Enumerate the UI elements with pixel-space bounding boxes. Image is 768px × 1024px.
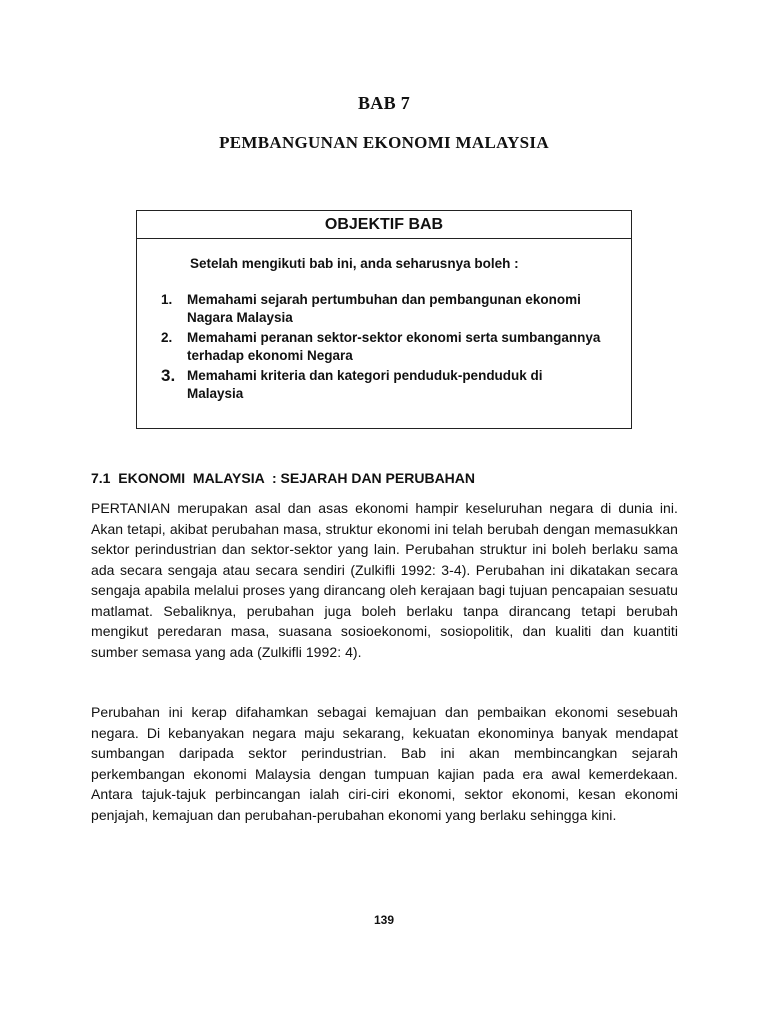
objective-item [161,291,601,327]
objective-number: 1. [161,292,173,307]
objective-item [161,367,601,403]
objectives-intro: Setelah mengikuti bab ini, anda seharusnya boleh : [190,256,519,271]
section-heading: 7.1 EKONOMI MALAYSIA : SEJARAH DAN PERUBAHAN [91,470,476,486]
chapter-title: PEMBANGUNAN EKONOMI MALAYSIA [219,133,549,152]
objectives-box [136,210,632,429]
objective-number: 3. [161,366,176,385]
body-paragraph: Perubahan ini kerap difahamkan sebagai kemajuan dan pembaikan ekonomi sesebuah negara. Di kebanyakan negara maju sekarang, kekuatan ekonominya banyak mendapat sumbangan daripada sektor perindustrian. Bab ini akan membincangkan sejarah perkembangan ekonomi Malaysia dengan tumpuan kajian pada era awal kemerdekaan. Antara tajuk-tajuk perbincangan ialah ciri-ciri ekonomi, sektor ekonomi, kesan ekonomi penjajah, kemajuan dan perubahan-perubahan ekonomi yang berlaku sehingga kini. [91,704,678,823]
objective-text: Memahami peranan sektor-sektor ekonomi serta sumbangannya terhadap ekonomi Negara [187,330,601,363]
objective-item [161,329,601,365]
page-number: 139 [373,913,395,927]
chapter-number: BAB 7 [357,93,410,113]
body-paragraph: PERTANIAN merupakan asal dan asas ekonomi hampir keseluruhan negara di dunia ini. Akan tetapi, akibat perubahan masa, struktur ekonomi ini telah berubah dengan memasukkan sektor perindustrian dan sektor-sektor yang lain. Perubahan struktur ini boleh berlaku sama ada secara sengaja atau secara sendiri (Zulkifli 1992: 3-4). Perubahan ini dikatakan secara sengaja apabila melalui proses yang dirancang oleh kerajaan bagi tujuan pencapaian sesuatu matlamat. Sebaliknya, perubahan juga boleh berlaku tanpa dirancang tetapi berubah mengikut peredaran masa, suasana sosioekonomi, sosiopolitik, dan kualiti dan kuantiti sumber semasa yang ada (Zulkifli 1992: 4). [91,500,678,660]
objective-text: Memahami kriteria dan kategori penduduk-penduduk di Malaysia [187,368,543,401]
objective-text: Memahami sejarah pertumbuhan dan pembangunan ekonomi Nagara Malaysia [187,292,581,325]
objective-number: 2. [161,330,173,345]
objectives-header: OBJEKTIF BAB [137,211,631,239]
objectives-list [161,291,601,405]
